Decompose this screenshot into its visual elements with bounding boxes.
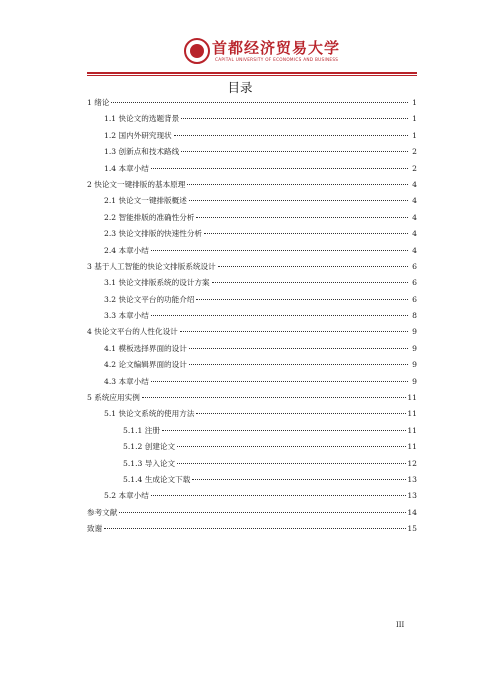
toc-leader-dots (151, 381, 408, 382)
toc-entry-page: 1 (412, 114, 417, 124)
toc-entry[interactable] (87, 292, 417, 308)
toc-leader-dots (196, 217, 408, 218)
toc-entry-page: 9 (412, 327, 417, 337)
university-seal-icon (184, 38, 210, 64)
toc-entry-label: 参考文献 (87, 507, 118, 517)
toc-entry-page: 6 (412, 261, 417, 271)
toc-entry-page: 12 (407, 458, 417, 468)
toc-entry-page: 11 (407, 442, 417, 452)
toc-entry-label: 1.4 本章小结 (104, 163, 149, 173)
toc-entry[interactable] (87, 111, 417, 127)
toc-entry-page: 11 (407, 425, 417, 435)
toc-leader-dots (189, 348, 408, 349)
table-of-contents (87, 95, 417, 538)
toc-entry-page: 15 (407, 524, 417, 534)
toc-entry[interactable] (87, 128, 417, 144)
toc-entry[interactable] (87, 406, 417, 422)
toc-entry[interactable] (87, 161, 417, 177)
toc-leader-dots (151, 168, 408, 169)
toc-leader-dots (181, 151, 408, 152)
toc-entry-label: 1.3 创新点和技术路线 (104, 147, 180, 157)
toc-entry-page: 9 (412, 343, 417, 353)
toc-entry-page: 8 (412, 311, 417, 321)
toc-entry-page: 1 (412, 98, 417, 107)
toc-title: 目录 (227, 80, 253, 95)
toc-leader-dots (189, 364, 408, 365)
toc-entry-label: 3.2 快论文平台的功能介绍 (104, 294, 195, 304)
university-name-en: CAPITAL UNIVERSITY OF ECONOMICS AND BUSINESS (215, 57, 339, 62)
toc-entry-label: 2 快论文一键排版的基本原理 (87, 179, 186, 189)
toc-entry-label: 2.3 快论文排版的快速性分析 (104, 229, 203, 239)
toc-entry-page: 4 (412, 245, 417, 255)
toc-entry[interactable] (87, 456, 417, 472)
toc-leader-dots (142, 397, 407, 398)
toc-entry[interactable] (87, 243, 417, 259)
toc-leader-dots (177, 446, 406, 447)
toc-entry-label: 4.2 论文编辑界面的设计 (104, 360, 187, 370)
toc-entry[interactable] (87, 177, 417, 193)
toc-entry-page: 1 (412, 130, 417, 140)
toc-entry-label: 5.1 快论文系统的使用方法 (104, 409, 195, 419)
toc-entry[interactable] (87, 95, 417, 111)
toc-entry-label: 4.1 模板选择界面的设计 (104, 343, 187, 353)
toc-entry-label: 1 绪论 (87, 98, 110, 107)
toc-entry-label: 4 快论文平台的人性化设计 (87, 327, 178, 337)
toc-leader-dots (104, 528, 406, 529)
toc-leader-dots (212, 282, 408, 283)
toc-entry-page: 9 (412, 360, 417, 370)
toc-entry-page: 4 (412, 212, 417, 222)
toc-entry-label: 2.2 智能排版的准确性分析 (104, 212, 195, 222)
toc-entry-label: 3 基于人工智能的快论文排版系统设计 (87, 261, 216, 271)
toc-entry-page: 4 (412, 229, 417, 239)
toc-leader-dots (174, 135, 408, 136)
toc-leader-dots (162, 430, 406, 431)
toc-entry-label: 5.1.2 创建论文 (123, 442, 176, 452)
toc-entry[interactable] (87, 488, 417, 504)
toc-entry[interactable] (87, 505, 417, 521)
toc-entry-page: 11 (407, 409, 417, 419)
toc-entry[interactable] (87, 521, 417, 537)
toc-leader-dots (218, 266, 408, 267)
toc-entry[interactable] (87, 357, 417, 373)
toc-leader-dots (204, 233, 408, 234)
toc-entry-page: 13 (407, 491, 417, 501)
toc-entry[interactable] (87, 144, 417, 160)
toc-entry-label: 5.1.3 导入论文 (123, 458, 176, 468)
toc-entry-page: 6 (412, 278, 417, 288)
toc-entry-page: 11 (407, 393, 417, 403)
toc-leader-dots (189, 200, 408, 201)
toc-entry[interactable] (87, 259, 417, 275)
toc-entry[interactable] (87, 210, 417, 226)
header-rule-thick (87, 72, 417, 74)
toc-leader-dots (177, 463, 406, 464)
toc-entry-label: 5.2 本章小结 (104, 491, 149, 501)
university-name: 首都经济贸易大学 (212, 39, 341, 57)
toc-leader-dots (119, 512, 406, 513)
toc-leader-dots (180, 331, 408, 332)
toc-entry-page: 13 (407, 474, 417, 484)
toc-entry[interactable] (87, 193, 417, 209)
toc-entry-page: 4 (412, 179, 417, 189)
toc-entry-page: 9 (412, 376, 417, 386)
toc-entry-label: 2.4 本章小结 (104, 245, 149, 255)
toc-entry-label: 1.2 国内外研究现状 (104, 130, 172, 140)
toc-entry-page: 2 (412, 163, 417, 173)
toc-entry-label: 致谢 (87, 524, 103, 534)
toc-leader-dots (111, 102, 408, 103)
toc-entry[interactable] (87, 390, 417, 406)
header-rule-thin (87, 75, 417, 76)
toc-leader-dots (151, 315, 408, 316)
toc-entry-page: 6 (412, 294, 417, 304)
toc-entry[interactable] (87, 226, 417, 242)
toc-entry[interactable] (87, 472, 417, 488)
toc-leader-dots (151, 250, 408, 251)
toc-entry[interactable] (87, 341, 417, 357)
toc-leader-dots (196, 413, 406, 414)
toc-entry-page: 4 (412, 196, 417, 206)
toc-leader-dots (196, 299, 408, 300)
toc-leader-dots (187, 184, 408, 185)
toc-entry-label: 1.1 快论文的选题背景 (104, 114, 180, 124)
toc-leader-dots (181, 118, 408, 119)
toc-entry[interactable] (87, 374, 417, 390)
toc-leader-dots (192, 479, 406, 480)
toc-entry-label: 3.1 快论文排版系统的设计方案 (104, 278, 210, 288)
toc-entry[interactable] (87, 439, 417, 455)
toc-entry-label: 5.1.4 生成论文下载 (123, 474, 191, 484)
toc-leader-dots (151, 495, 406, 496)
toc-entry-label: 4.3 本章小结 (104, 376, 149, 386)
toc-entry-label: 5.1.1 注册 (123, 425, 160, 435)
toc-entry-label: 3.3 本章小结 (104, 311, 149, 321)
toc-entry[interactable] (87, 308, 417, 324)
toc-entry[interactable] (87, 423, 417, 439)
page-header (0, 34, 480, 70)
toc-entry-label: 2.1 快论文一键排版概述 (104, 196, 187, 206)
toc-entry-label: 5 系统应用实例 (87, 393, 140, 403)
page-number: III (396, 621, 405, 629)
toc-entry-page: 2 (412, 147, 417, 157)
toc-entry[interactable] (87, 324, 417, 340)
toc-entry[interactable] (87, 275, 417, 291)
toc-entry-page: 14 (407, 507, 417, 517)
